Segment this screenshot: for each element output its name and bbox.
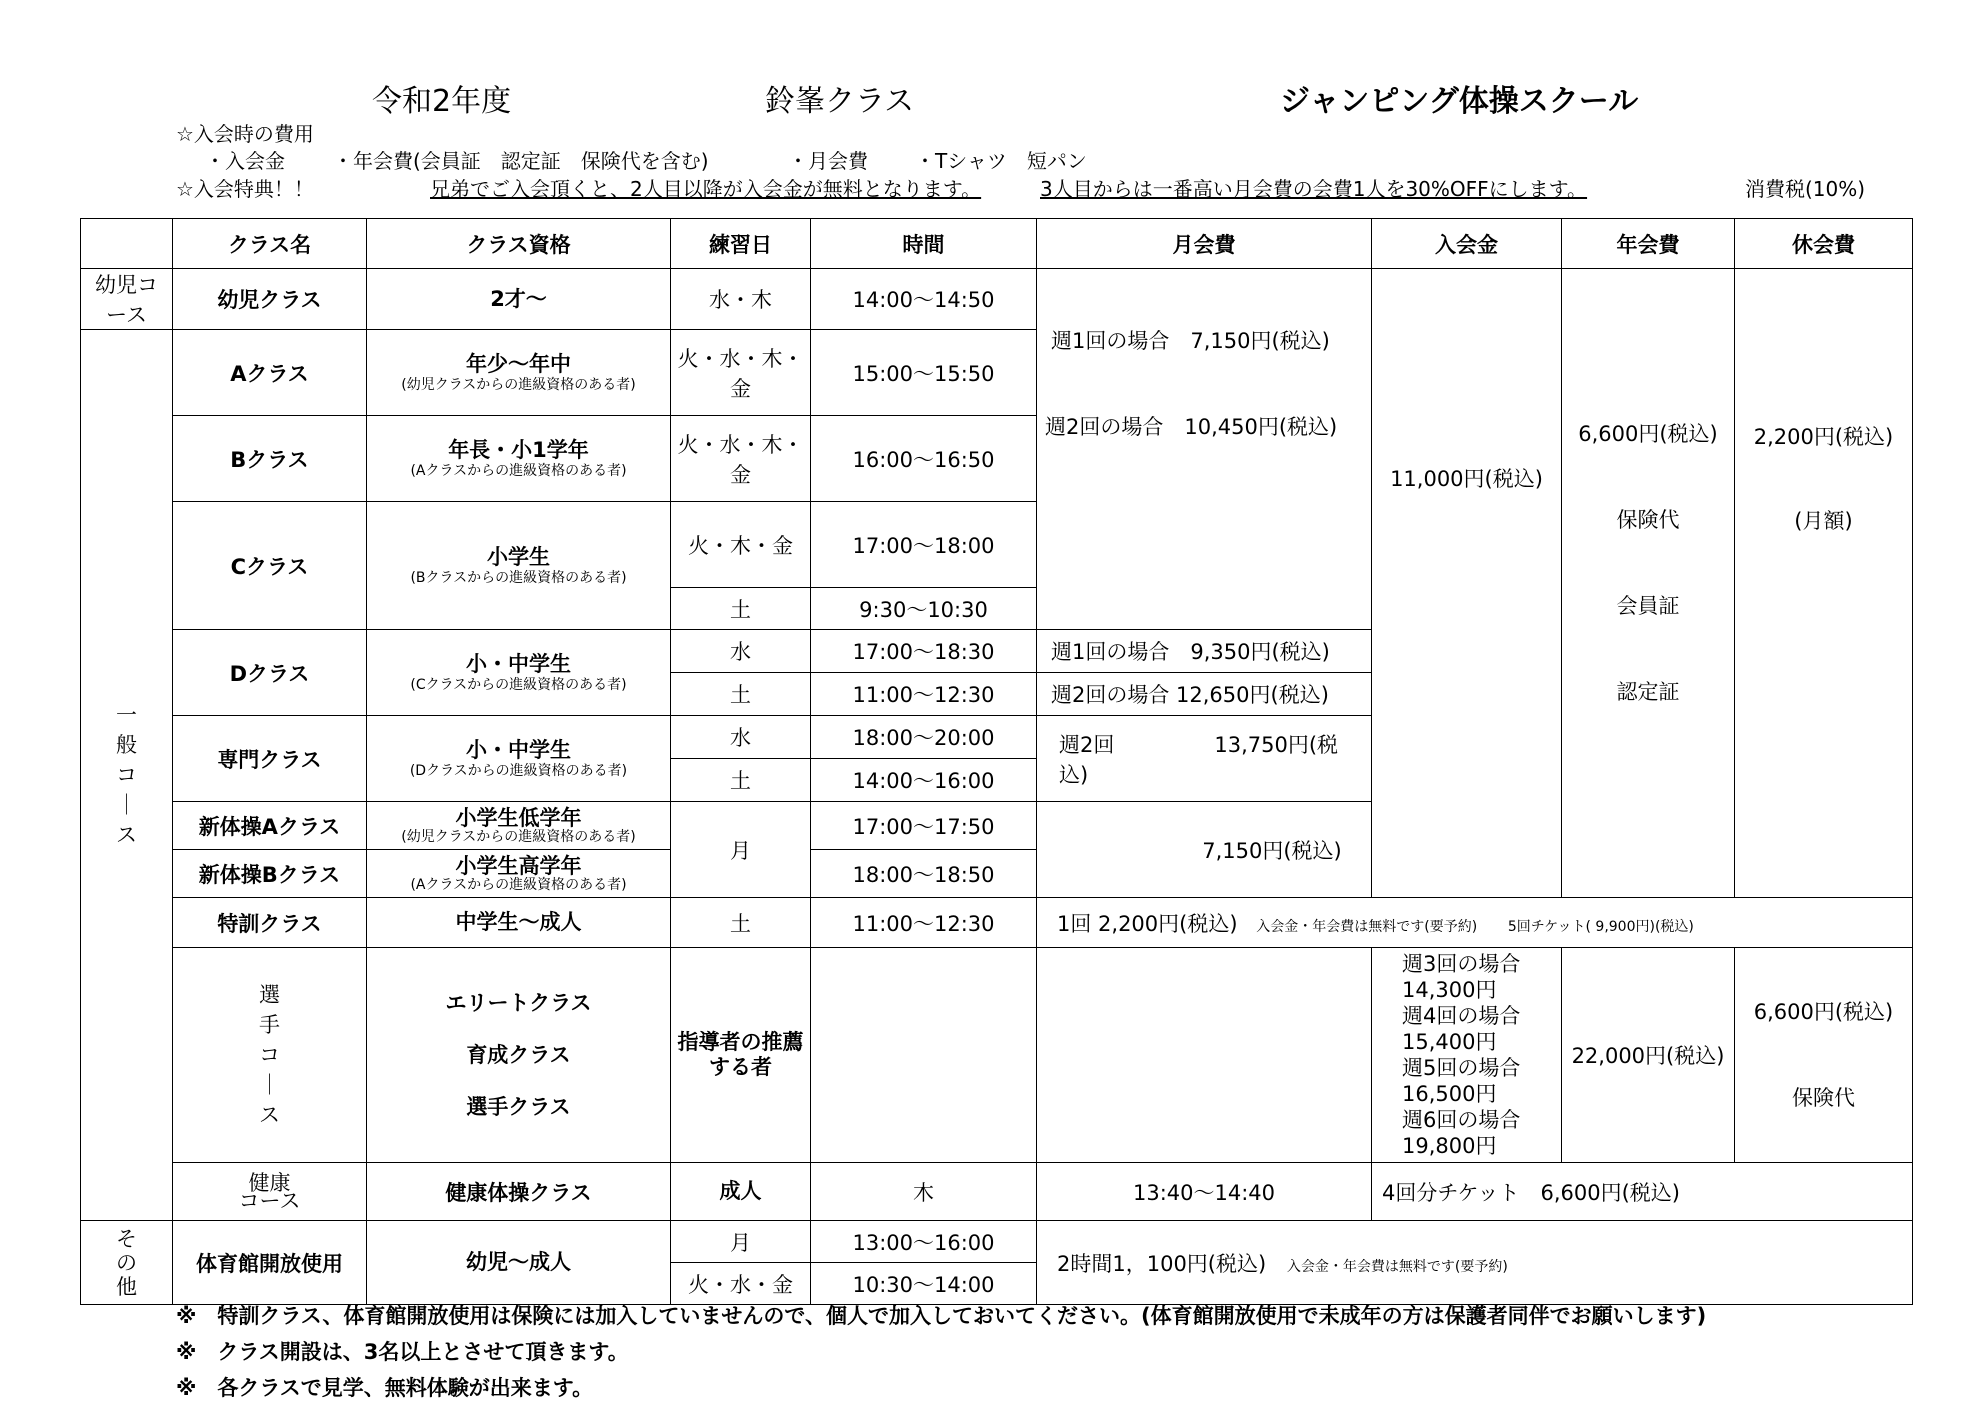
practice-time: 11:00～12:30 [811, 898, 1037, 948]
fee-label: 週4回の場合 [1402, 1004, 1521, 1028]
course-athlete: 選 手 コ ｜ ス [173, 948, 367, 1163]
practice-time: 16:00～16:50 [811, 416, 1037, 502]
annual-insurance: 保険代 [1616, 508, 1680, 532]
class-name: 体育館開放使用 [173, 1221, 367, 1305]
class-name: 特訓クラス [173, 898, 367, 948]
schedule-table [80, 218, 1913, 1305]
note-line: ※ 各クラスで見学、無料体験が出来ます。 [176, 1376, 594, 1400]
practice-days: 水・木 [671, 269, 811, 330]
benefit-siblings: 兄弟でご入会頂くと、2人目以降が入会金が無料となります。 [430, 177, 982, 201]
table-row [81, 1163, 1913, 1221]
fee-value: 19,800円 [1402, 1134, 1497, 1158]
practice-time: 10:30～14:00 [811, 1263, 1037, 1305]
class-name: Bクラス [173, 416, 367, 502]
class-name: Dクラス [173, 630, 367, 716]
practice-days: 土 [671, 898, 811, 948]
practice-time: 13:00～16:00 [811, 1221, 1037, 1263]
gym-fee-value: 2時間1，100円(税込) [1057, 1251, 1267, 1276]
join-item: ・年会費(会員証 認定証 保険代を含む) [333, 149, 709, 173]
practice-time: 15:00～15:50 [811, 330, 1037, 416]
col-header-class: クラス名 [173, 219, 367, 269]
athlete-join-fee: 22,000円(税込) [1562, 948, 1735, 1163]
practice-time: 14:00～16:00 [811, 759, 1037, 802]
course-infant: 幼児コース [81, 269, 173, 330]
table-row [81, 898, 1913, 948]
practice-days: 火・木・金 [671, 502, 811, 588]
monthly-fee-1x: 週1回の場合 9,350円(税込) [1037, 630, 1372, 673]
annual-fee-value: 6,600円(税込) [1753, 1000, 1894, 1024]
athlete-annual-fee [1735, 948, 1913, 1163]
athlete-class-names [367, 948, 671, 1163]
join-item: ・Tシャツ 短パン [915, 149, 1087, 173]
tokkun-fee-value: 1回 2,200円(税込) [1057, 911, 1238, 936]
col-header-annual: 年会費 [1562, 219, 1735, 269]
practice-days: 火・水・木・金 [671, 416, 811, 502]
qualification: 小・中学生 [466, 652, 571, 676]
corner-cell [81, 219, 173, 269]
practice-days: 土 [671, 673, 811, 716]
qualification: 2才～ [490, 286, 547, 311]
annual-member-card: 会員証 [1616, 594, 1680, 618]
qualification-note: (Cクラスからの進級資格のある者) [410, 677, 627, 693]
gym-fee [1037, 1221, 1913, 1305]
header-row [81, 219, 1913, 269]
school-title: ジャンピング体操スクール [1280, 84, 1639, 119]
class-name: Aクラス [173, 330, 367, 416]
practice-days: 火・水・木・金 [671, 330, 811, 416]
benefit-heading: ☆入会特典！！ [176, 177, 314, 201]
qualification-note: (幼児クラスからの進級資格のある者) [401, 377, 636, 393]
practice-time [1037, 948, 1372, 1163]
table-row [81, 1221, 1913, 1263]
practice-days: 木 [811, 1163, 1037, 1221]
table-row [81, 948, 1913, 1163]
practice-days: 月 [671, 1221, 811, 1263]
qualification: 小学生 [487, 545, 550, 569]
monthly-fee-1x: 週1回の場合 7,150円(税込) [1051, 329, 1330, 353]
general-annual-fee [1562, 269, 1735, 898]
shintaiso-monthly-fee: 7,150円(税込) [1037, 802, 1372, 898]
class-name: Cクラス [173, 502, 367, 630]
benefit-third-child: 3人目からは一番高い月会費の会費1人を30%OFFにします。 [1040, 177, 1588, 201]
join-cost-heading: ☆入会時の費用 [176, 122, 314, 146]
class-title: 鈴峯クラス [765, 84, 915, 119]
monthly-fee-2x: 週2回の場合 10,450円(税込) [1045, 415, 1338, 439]
athlete-monthly-fee [1372, 948, 1562, 1163]
general-join-fee [1372, 269, 1562, 898]
practice-time: 18:00～18:50 [811, 850, 1037, 898]
leave-fee-value: 2,200円(税込) [1753, 425, 1894, 449]
tokkun-fee [1037, 898, 1913, 948]
practice-days: 水 [671, 716, 811, 759]
fee-label: 週3回の場合 [1402, 952, 1521, 976]
practice-time: 17:00～18:00 [811, 502, 1037, 588]
practice-time: 18:00～20:00 [811, 716, 1037, 759]
practice-time: 13:40～14:40 [1037, 1163, 1372, 1221]
class-name: 幼児クラス [173, 269, 367, 330]
gym-fee-note: 入会金・年会費は無料です(要予約) [1286, 1258, 1508, 1275]
col-header-qualification: クラス資格 [367, 219, 671, 269]
general-monthly-fee [1037, 269, 1372, 630]
notes [176, 1298, 1706, 1406]
practice-time: 9:30～10:30 [811, 588, 1037, 630]
class-name: 新体操Aクラス [173, 802, 367, 850]
class-name: 専門クラス [173, 716, 367, 802]
table-row [81, 269, 1913, 330]
annual-certificate: 認定証 [1616, 680, 1680, 704]
fee-value: 16,500円 [1402, 1082, 1497, 1106]
class-name: エリートクラス [445, 991, 592, 1015]
fee-label: 週6回の場合 [1402, 1108, 1521, 1132]
note-line: ※ クラス開設は、3名以上とさせて頂きます。 [176, 1340, 629, 1364]
practice-days [811, 948, 1037, 1163]
qualification: 年少～年中 [466, 352, 571, 376]
leave-fee-monthly: (月額) [1794, 509, 1853, 533]
class-name: 健康体操クラス [367, 1163, 671, 1221]
tokkun-ticket: 5回チケット( 9,900円)(税込) [1507, 918, 1694, 935]
senmon-fee-value: 13,750円(税込) [1059, 732, 1339, 787]
join-fee-value: 11,000円(税込) [1390, 467, 1543, 491]
qualification: 小学生低学年 [455, 805, 582, 830]
qualification: 成人 [719, 1179, 762, 1203]
qualification: 小・中学生 [466, 738, 571, 762]
fee-label: 週5回の場合 [1402, 1056, 1521, 1080]
practice-time: 17:00～17:50 [811, 802, 1037, 850]
col-header-join: 入会金 [1372, 219, 1562, 269]
practice-days: 火・水・金 [671, 1263, 811, 1305]
annual-insurance: 保険代 [1792, 1086, 1855, 1110]
qualification-note: (Bクラスからの進級資格のある者) [410, 570, 627, 586]
course-other: そ の 他 [81, 1221, 173, 1305]
practice-days: 土 [671, 759, 811, 802]
class-name: 選手クラス [466, 1095, 571, 1119]
col-header-days: 練習日 [671, 219, 811, 269]
col-header-time: 時間 [811, 219, 1037, 269]
annual-fee-value: 6,600円(税込) [1578, 422, 1718, 446]
practice-days: 月 [671, 802, 811, 898]
practice-time: 11:00～12:30 [811, 673, 1037, 716]
course-health: 健康 コース [173, 1163, 367, 1221]
fee-value: 15,400円 [1402, 1030, 1497, 1054]
monthly-fee-2x: 週2回の場合 12,650円(税込) [1037, 673, 1372, 716]
fee-value: 14,300円 [1402, 978, 1497, 1002]
practice-days: 土 [671, 588, 811, 630]
course-general: 一 般 コ ｜ ス [81, 330, 173, 1221]
qualification-note: (Aクラスからの進級資格のある者) [410, 876, 627, 893]
class-name: 新体操Bクラス [173, 850, 367, 898]
class-name: 育成クラス [466, 1043, 571, 1067]
senmon-fee-label: 週2回 [1059, 732, 1115, 757]
qualification: 年長・小1学年 [448, 438, 589, 462]
year-title: 令和2年度 [372, 84, 512, 119]
qualification-note: (Aクラスからの進級資格のある者) [410, 463, 627, 479]
qualification-note: (幼児クラスからの進級資格のある者) [401, 828, 636, 845]
join-item: ・月会費 [788, 149, 868, 173]
practice-time: 17:00～18:30 [811, 630, 1037, 673]
qualification-note: (Dクラスからの進級資格のある者) [409, 763, 628, 779]
tokkun-fee-note: 入会金・年会費は無料です(要予約) [1256, 918, 1478, 935]
qualification: 小学生高学年 [455, 853, 582, 878]
join-item: ・入会金 [205, 149, 285, 173]
col-header-leave: 休会費 [1735, 219, 1913, 269]
health-fee: 4回分チケット 6,600円(税込) [1372, 1163, 1913, 1221]
qualification: 中学生～成人 [455, 910, 582, 934]
tax-note: 消費税(10%) [1745, 177, 1866, 201]
senmon-monthly-fee [1037, 716, 1372, 802]
note-line: ※ 特訓クラス、体育館開放使用は保険には加入していませんので、個人で加入しておいてください。(体育館開放使用で未成年の方は保護者同伴でお願いします) [176, 1304, 1707, 1328]
col-header-monthly: 月会費 [1037, 219, 1372, 269]
practice-time: 14:00～14:50 [811, 269, 1037, 330]
practice-days: 水 [671, 630, 811, 673]
general-leave-fee [1735, 269, 1913, 898]
qualification: 指導者の推薦する者 [677, 1030, 804, 1079]
qualification: 幼児～成人 [466, 1250, 571, 1274]
